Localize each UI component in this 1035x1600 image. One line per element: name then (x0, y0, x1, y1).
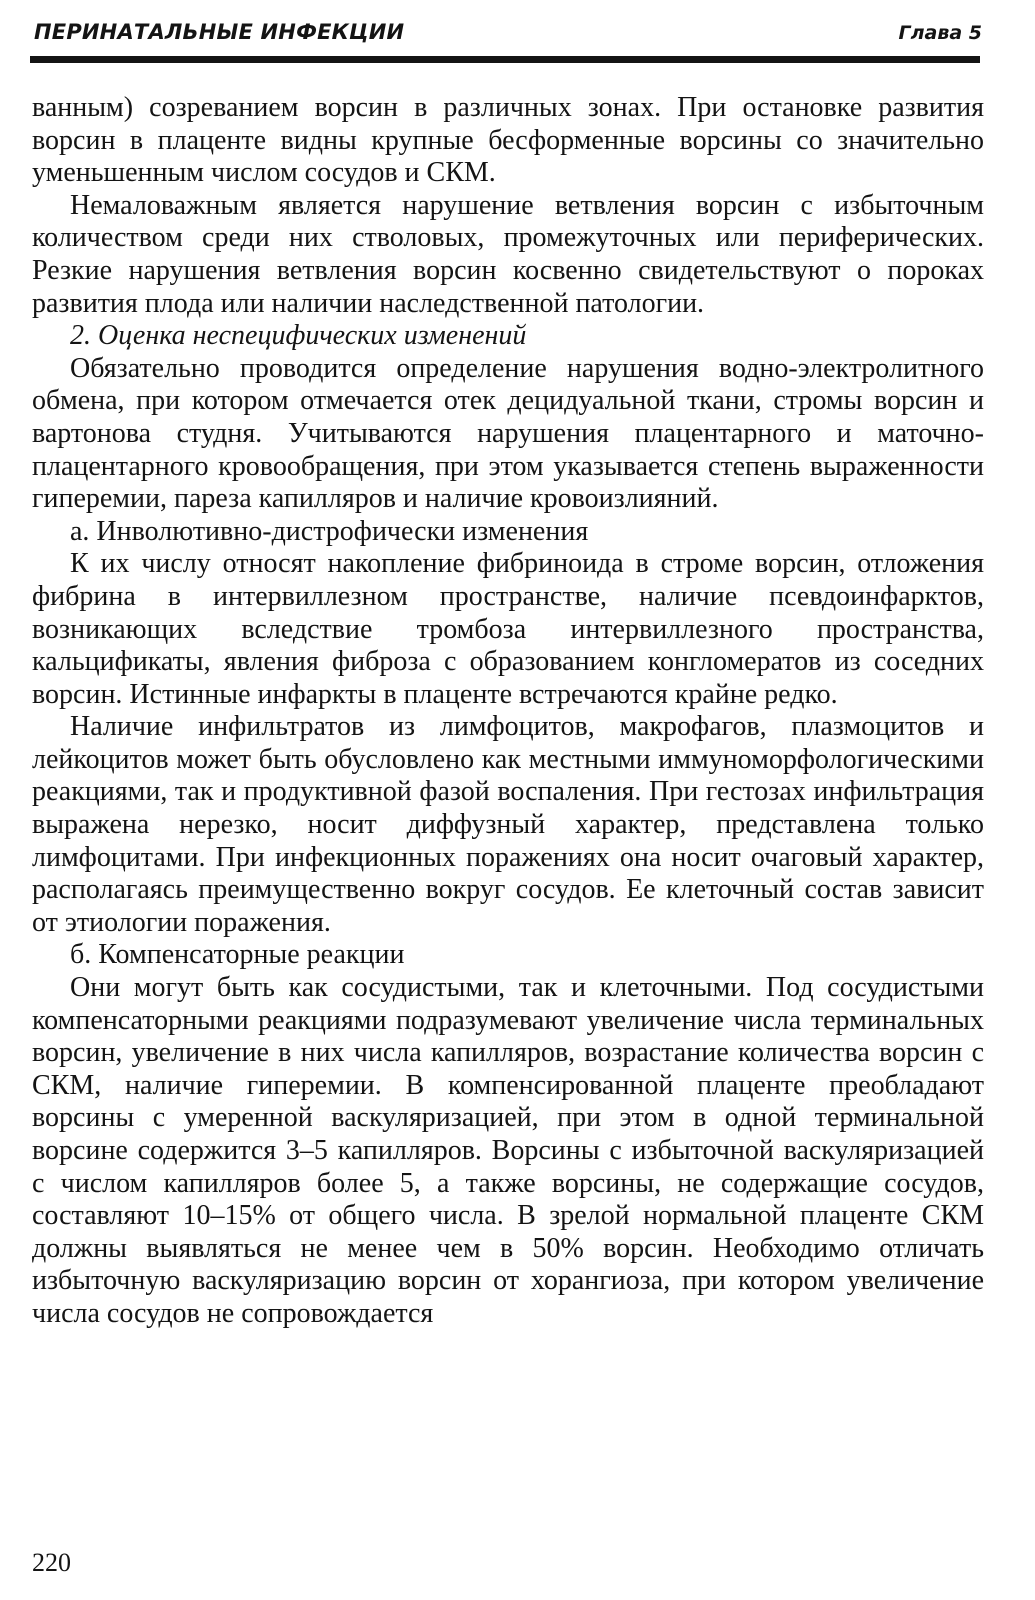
running-title: ПЕРИНАТАЛЬНЫЕ ИНФЕКЦИИ (34, 20, 405, 44)
paragraph: Наличие инфильтратов из лимфоцитов, макрофагов, плазмоцитов и лейкоцитов может быть обусловлено как местными иммуноморфологическими реакциями, так и продуктивной фазой воспаления. При гестозах инфильтрация выражена нерезко, носит диффузный характер, представлена только лимфоцитами. При инфекционных поражениях она носит очаговый характер, располагаясь преимущественно вокруг сосудов. Ее клеточный состав зависит от этиологии поражения. (32, 711, 984, 938)
section-heading-nonspecific-changes: 2. Оценка неспецифических изменений (70, 320, 527, 352)
header-rule (30, 56, 980, 63)
chapter-label: Глава 5 (898, 22, 982, 44)
paragraph: Обязательно проводится определение нарушения водно-электролитного обмена, при котором отмечается отек децидуальной ткани, стромы ворсин и вартонова студня. Учитываются нарушения плацентарного и маточно-плацентарного кровообращения, при этом указывается степень выраженности гиперемии, пареза капилляров и наличие кровоизлияний. (32, 352, 984, 515)
page-number: 220 (32, 1548, 71, 1577)
paragraph: Немаловажным является нарушение ветвления ворсин с избыточным количеством среди них стволовых, промежуточных или периферических. Резкие нарушения ветвления ворсин косвенно свидетельствуют о пороках развития плода или наличии наследственной патологии. (32, 189, 984, 319)
paragraph: К их числу относят накопление фибриноида в строме ворсин, отложения фибрина в интервиллезном пространстве, наличие псевдоинфарктов, возникающих вследствие тромбоза интервиллезного пространства, кальцификаты, явления фиброза с образованием конгломератов из соседних ворсин. Истинные инфаркты в плаценте встречаются крайне редко. (32, 548, 984, 710)
running-head (34, 14, 982, 48)
paragraph: Они могут быть как сосудистыми, так и клеточными. Под сосудистыми компенсаторными реакциями подразумевают увеличение числа терминальных ворсин, увеличение в них числа капилляров, возрастание количества ворсин с СКМ, наличие гиперемии. В компенсированной плаценте преобладают ворсины с умеренной васкуляризацией, при этом в одной терминальной ворсине содержится 3–5 капилляров. Ворсины с избыточной васкуляризацией с числом капилляров более 5, а также ворсины, не содержащие сосудов, составляют 10–15% от общего числа. В зрелой нормальной плаценте СКМ должны выявляться не менее чем в 50% ворсин. Необходимо отличать избыточную васкуляризацию ворсин от хорангиоза, при котором увеличение числа сосудов не сопровождается (32, 972, 984, 1329)
subsection-heading-compensatory-reactions: б. Компенсаторные реакции (70, 939, 405, 971)
body-text (32, 92, 984, 1331)
subsection-heading-involutive-changes: а. Инволютивно-дистрофически изменения (70, 515, 589, 547)
paragraph-continuation: ванным) созреванием ворсин в различных зонах. При остановке развития ворсин в плаценте видны крупные бесформенные ворсины со значительно уменьшенным числом сосудов и СКМ. (32, 92, 984, 189)
